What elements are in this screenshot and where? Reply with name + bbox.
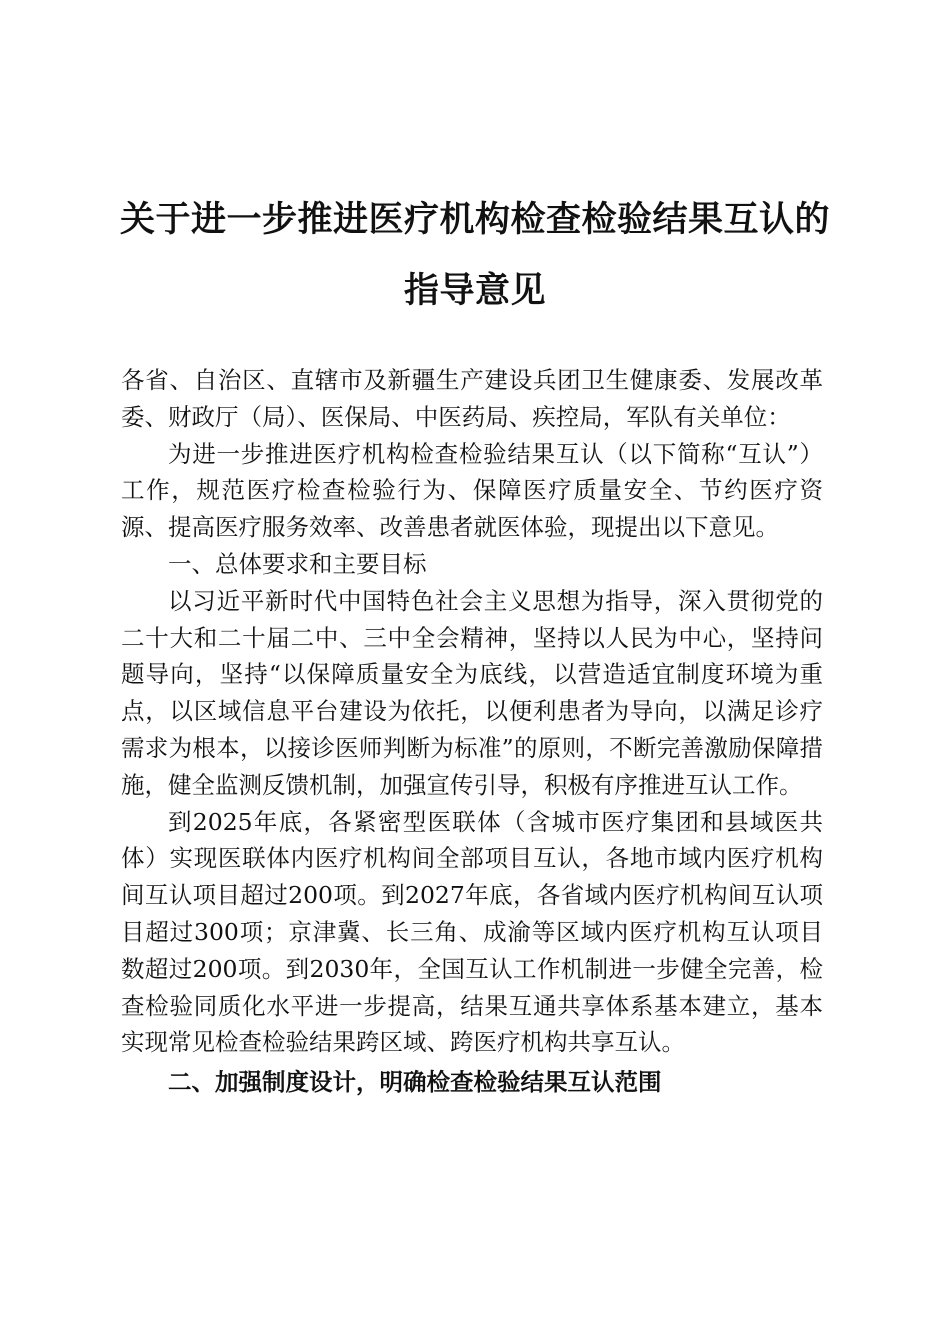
section-1-heading: 一、总体要求和主要目标 [168,549,427,578]
section-1-paragraph-1: 以习近平新时代中国特色社会主义思想为指导，深入贯彻党的二十大和二十届二中、三中全会精神，坚持以人民为中心，坚持问题导向，坚持“以保障质量安全为底线，以营造适宜制度环境为重点，以区域信息平台建设为依托，以便利患者为导向，以满足诊疗需求为根本，以接诊医师判断为标准”的原则，不断完善激励保障措施，健全监测反馈机制，加强宣传引导，积极有序推进互认工作。 [121,586,823,799]
section-2-heading: 二、加强制度设计，明确检查检验结果互认范围 [168,1068,662,1097]
document-body [121,362,823,1101]
document-title-line-2: 指导意见 [403,271,546,311]
section-1-paragraph-2: 到2025年底，各紧密型医联体（含城市医疗集团和县域医共体）实现医联体内医疗机构间全部项目互认，各地市域内医疗机构间互认项目超过200项。到2027年底，各省域内医疗机构间互认项目超过300项；京津冀、长三角、成渝等区域内医疗机构互认项目数超过200项。到2030年，全国互认工作机制进一步健全完善，检查检验同质化水平进一步提高，结果互通共享体系基本建立，基本实现常见检查检验结果跨区域、跨医疗机构共享互认。 [121,807,823,1057]
document-title-line-1: 关于进一步推进医疗机构检查检验结果互认的 [119,200,830,240]
recipients-paragraph: 各省、自治区、直辖市及新疆生产建设兵团卫生健康委、发展改革委、财政厅（局）、医保局、中医药局、疾控局，军队有关单位： [121,366,823,431]
intro-paragraph: 为进一步推进医疗机构检查检验结果互认（以下简称“互认”）工作，规范医疗检查检验行为、保障医疗质量安全、节约医疗资源、提高医疗服务效率、改善患者就医体验，现提出以下意见。 [121,439,823,542]
